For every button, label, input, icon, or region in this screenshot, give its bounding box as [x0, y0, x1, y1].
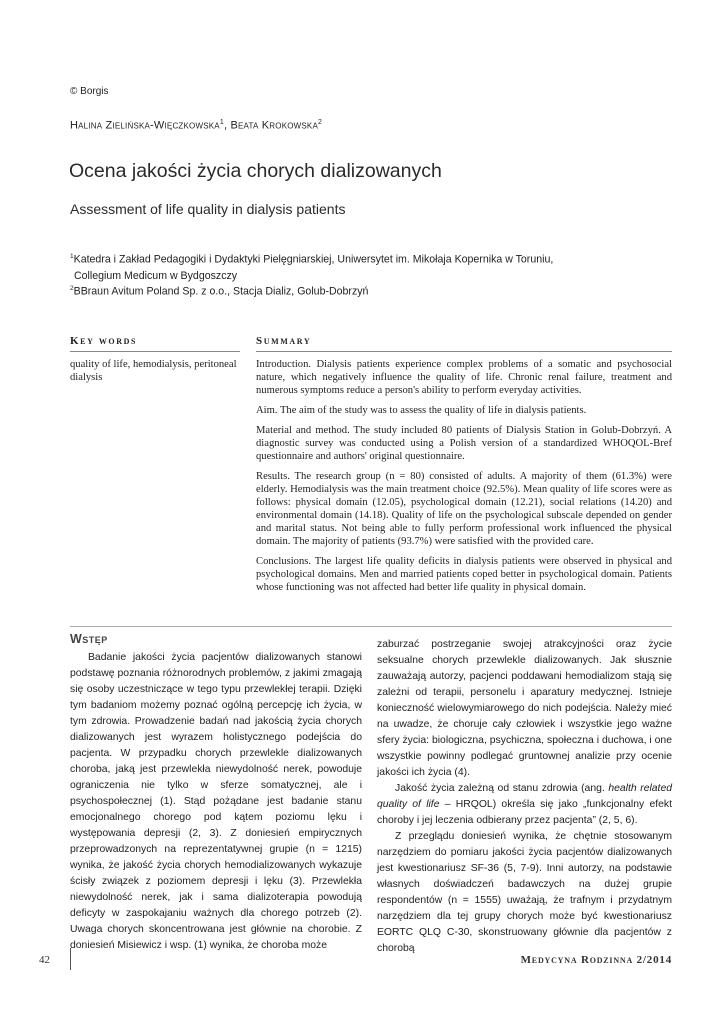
author-name: Beata Krokowska	[230, 119, 319, 132]
summary-aim: Aim. The aim of the study was to assess the quality of life in dialysis patients.	[256, 405, 587, 416]
body-text-span: – HRQOL) określa się jako „funkcjonalny efekt choroby i jej leczenia odbierany przez pacjenta” (2, 5, 6).	[377, 799, 672, 826]
article-subtitle: Assessment of life quality in dialysis patients	[70, 201, 346, 217]
keywords-heading: Key words	[70, 335, 138, 347]
section-heading: Wstęp	[70, 632, 108, 646]
keywords-text: quality of life, hemodialysis, peritoneal dialysis	[70, 359, 237, 383]
body-paragraph: Z przeglądu doniesień wynika, że chętnie stosowanym narzędziem do pomiaru jakości życia pacjentów dializowanych jest kwestionariusz SF-36 (5, 7-9). Inni autorzy, na podstawie własnych doświadczeń badawczych na dużej grupie respondentów (n = 1555) uważają, że trafnym i przydatnym narzędziem dla tej grupy chorych może być kwestionariusz EORTC QLQ C-30, skonstruowany głównie dla pacjentów z chorobą	[377, 831, 672, 954]
affiliation-2	[70, 281, 690, 300]
summary-introduction: Introduction. Dialysis patients experience complex problems of a somatic and psychosocial nature, which negatively influence the quality of life. Chronic renal failure, treatment and numerous symptoms reduce a person's ability to perform everyday activities.	[256, 359, 672, 396]
keywords-rule	[70, 351, 240, 352]
summary-results: Results. The research group (n = 80) consisted of adults. A majority of them (61.3%) were elderly. Hemodialysis was the main treatment choice (92.5%). Mean quality of life scores were as follows: physical domain (12.05), psychological domain (12.21), social relations (14.20) and environmental domain (14.18). Quality of life on the psychological subscale depended on gender and marital status. Not being able to fully perform professional work influenced the physical domain. The majority of patients (93.7%) were satisfied with the provided care.	[256, 471, 672, 547]
author-name: Halina Zielińska-Więczkowska	[70, 119, 220, 132]
author-affiliation-mark: 1	[219, 119, 224, 126]
summary-body	[256, 358, 672, 601]
copyright-notice: © Borgis	[70, 86, 109, 97]
body-column-right	[377, 637, 672, 957]
body-paragraph: Badanie jakości życia pacjentów dializowanych stanowi podstawę poznania różnorodnych problemów, z jakimi zmagają się osoby uczestniczące w tego typu przewlekłej terapii. Dzięki tym badaniom możemy poznać ogólną percepcję ich życia, w tym zdrowia. Prowadzenie badań nad jakością życia chorych dializowanych jest wyrazem holistycznego podejścia do pacjenta. W przypadku chorych przewlekle dializowanych choroba, jaką jest przewlekła niewydolność nerek, powoduje ograniczenia nie tylko w sferze somatycznej, ale i psychospołecznej (1). Stąd pożądane jest badanie stanu emocjonalnego chorego pod kątem poziomu lęku i występowania depresji (2, 3). Z doniesień empirycznych przeprowadzonych na reprezentatywnej grupie (n = 1215) wynika, że jakość życia chorych hemodializowanych wykazuje ścisły związek z poziomem depresji i lęku (3). Przewlekła niewydolność nerek, jak i sama dializoterapia powodują deficyty w zaspokajaniu ważnych dla chorego potrzeb (2). Uwaga chorych skoncentrowana jest głównie na chorobie. Z doniesień Misiewicz i wsp. (1) wynika, że choroba może	[70, 652, 362, 951]
affiliation-1	[70, 249, 690, 284]
author-separator: ,	[223, 119, 231, 132]
author-affiliation-mark: 2	[318, 119, 323, 126]
affiliation-line: BBraun Avitum Poland Sp. z o.o., Stacja Dializ, Golub-Dobrzyń	[73, 285, 369, 298]
article-title: Ocena jakości życia chorych dializowanych	[69, 160, 442, 182]
footer-divider	[70, 948, 71, 970]
author-line	[70, 119, 322, 132]
summary-conclusions: Conclusions. The largest life quality deficits in dialysis patients were observed in physical and psychological domains. Men and married patients coped better in psychological domain. Patients whose functioning was not affected had better life quality in physical domain.	[256, 556, 672, 593]
affiliation-line: Collegium Medicum w Bydgoszczy	[74, 269, 238, 282]
section-divider	[70, 626, 672, 627]
affiliation-line: Katedra i Zakład Pedagogiki i Dydaktyki Pielęgniarskiej, Uniwersytet im. Mikołaja Kopernika w Toruniu,	[73, 253, 554, 266]
page-number: 42	[39, 954, 50, 966]
body-paragraph: zaburzać postrzeganie swojej atrakcyjności oraz życie seksualne chorych przewlekle dializowanych. Jak słusznie zauważają autorzy, pacjenci poddawani hemodializom stają się zależni od terapii, personelu i aparatury medycznej. Istnieje konieczność wielowymiarowego do nich podejścia. Należy mieć na uwadze, że choruje cały człowiek i wszystkie jego ważne sfery życia: biologiczna, psychiczna, społeczna i duchowa, i one wszystkie powinny podlegać gruntownej analizie przy ocenie jakości ich życia (4).	[377, 639, 672, 778]
body-column-left	[70, 650, 362, 954]
affiliation-mark: 2	[70, 285, 74, 292]
summary-method: Material and method. The study included 80 patients of Dialysis Station in Golub-Dobrzyń. A diagnostic survey was conducted using a Polish version of a standardized WHOQOL-Bref questionnaire and authors' original questionnaire.	[256, 425, 672, 462]
summary-rule	[256, 351, 672, 352]
summary-heading: Summary	[256, 335, 312, 347]
body-text-span: Jakość życia zależną od stanu zdrowia (ang.	[395, 783, 609, 794]
body-text-emphasis: health related quality of life	[377, 783, 673, 810]
body-paragraph	[377, 781, 672, 829]
affiliation-mark: 1	[70, 253, 74, 260]
journal-footer: Medycyna Rodzinna 2/2014	[520, 954, 672, 966]
